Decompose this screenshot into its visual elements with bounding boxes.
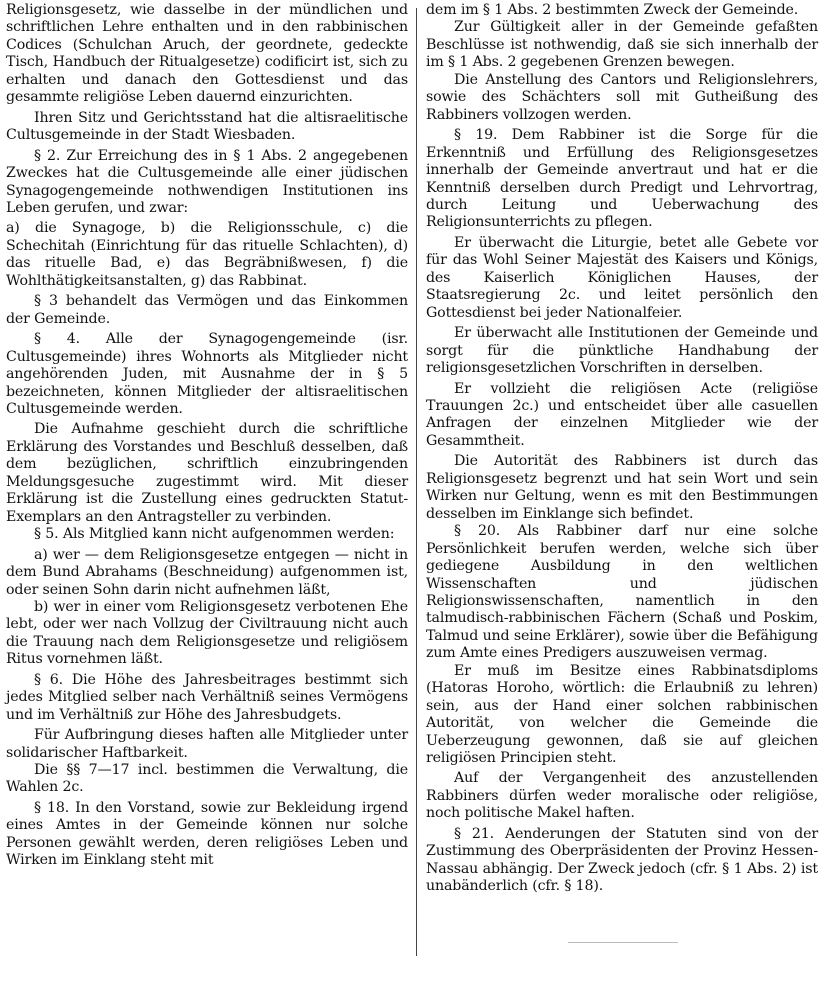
paragraph: Er vollzieht die religiösen Acte (religiöse Trauungen 2c.) und entscheidet über alle casuellen Anfragen der einzelnen Mitglieder wie der Gesammtheit. xyxy=(426,380,818,449)
paragraph: Die Anstellung des Cantors und Religionslehrers, sowie des Schächters soll mit Gutheißung des Rabbiners vollzogen werden. xyxy=(426,71,818,123)
end-rule xyxy=(568,942,678,943)
paragraph-section-4: § 4. Alle der Synagogengemeinde (isr. Cultusgemeinde) ihres Wohnorts als Mitglieder nicht angehörenden Juden, mit Ausnahme der in § 5 bezeichneten, können Mitglieder der altisraelitischen Cultusgemeinde werden. xyxy=(6,331,408,417)
paragraph: Die Aufnahme geschieht durch die schriftliche Erklärung des Vorstandes und Beschluß desselben, daß dem bezüglichen, schriftlich einzubringenden Meldungsgesuche zugestimmt wird. Mit dieser Erklärung ist die Zustellung eines gedruckten Statut-Exemplars an den Antragsteller zu verbinden. xyxy=(6,421,408,525)
paragraph-section-5: § 5. Als Mitglied kann nicht aufgenommen werden: xyxy=(34,526,395,543)
paragraph: Für Aufbringung dieses haften alle Mitglieder unter solidarischer Haftbarkeit. xyxy=(6,727,408,761)
paragraph: Er überwacht alle Institutionen der Gemeinde und sorgt für die pünktliche Handhabung der religionsgesetzlichen Vorschriften in derselben. xyxy=(426,325,818,377)
paragraph: Die Autorität des Rabbiners ist durch das Religionsgesetz begrenzt und hat sein Wort und sein Wirken nur Geltung, wenn es mit den Bestimmungen desselben im Einklange sich befindet. xyxy=(426,453,818,522)
paragraph-section-20: § 20. Als Rabbiner darf nur eine solche Persönlichkeit berufen werden, welche sich über gediegene Ausbildung in den weltlichen Wissenschaften und jüdischen Religionswissenschaften, namentlich in den talmudisch-rabbinischen Fächern (Schaß und Poskim, Talmud und seine Erklärer), sowie über die Befähigung zum Amte eines Predigers auszuweisen vermag. xyxy=(426,523,818,662)
paragraph: dem im § 1 Abs. 2 bestimmten Zweck der Gemeinde. xyxy=(426,2,799,18)
paragraph-section-19: § 19. Dem Rabbiner ist die Sorge für die Erkenntniß und Erfüllung des Religionsgesetzes innerhalb der Gemeinde anvertraut und hat er die Kenntniß derselben durch Predigt und Lehrvortrag, durch Leitung und Ueberwachung des Religionsunterrichts zu pflegen. xyxy=(426,127,818,231)
paragraph: Zur Gültigkeit aller in der Gemeinde gefaßten Beschlüsse ist nothwendig, daß sie sich innerhalb der im § 1 Abs. 2 gegebenen Grenzen bewegen. xyxy=(426,19,818,71)
paragraph: Er muß im Besitze eines Rabbinatsdiploms (Hatoras Horoho, wörtlich: die Erlaubniß zu lehren) sein, aus der Hand einer solchen rabbinischen Autorität, von welcher die Gemeinde die Ueberzeugung gewonnen, daß sie auf gleichen religiösen Principien steht. xyxy=(426,662,818,767)
right-column xyxy=(426,2,818,896)
paragraph-section-21: § 21. Aenderungen der Statuten sind von der Zustimmung des Oberpräsidenten der Provinz Hessen-Nassau abhängig. Der Zweck jedoch (cfr. § 1 Abs. 2) ist unabänderlich (cfr. § 18). xyxy=(426,825,818,895)
list-item-a: a) wer — dem Religionsgesetze entgegen — nicht in dem Bund Abrahams (Beschneidung) aufgenommen ist, oder seinen Sohn darin nicht aufnehmen läßt, xyxy=(6,546,408,598)
paragraph: Religionsgesetz, wie dasselbe in der mündlichen und schriftlichen Lehre enthalten und in den rabbinischen Codices (Schulchan Aruch, der geordnete, gedeckte Tisch, Handbuch der Ritualgesetze) codificirt ist, sich zu erhalten und danach den Gottesdienst und das gesammte religiöse Leben dauernd einzurichten. xyxy=(6,2,408,106)
column-divider xyxy=(416,8,417,956)
left-column xyxy=(6,2,408,870)
paragraph: Auf der Vergangenheit des anzustellenden Rabbiners dürfen weder moralische oder religiöse, noch politische Makel haften. xyxy=(426,770,818,822)
paragraph: Er überwacht die Liturgie, betet alle Gebete vor für das Wohl Seiner Majestät des Kaisers und Königs, des Kaiserlich Königlichen Hauses, der Staatsregierung 2c. und leitet persönlich den Gottesdienst bei jeder Nationalfeier. xyxy=(426,234,818,321)
paragraph: Ihren Sitz und Gerichtsstand hat die altisraelitische Cultusgemeinde in der Stadt Wiesbaden. xyxy=(6,109,408,144)
paragraph-section-18: § 18. In den Vorstand, sowie zur Bekleidung irgend eines Amtes in der Gemeinde können nur solche Personen gewählt werden, deren religiöses Leben und Wirken im Einklang steht mit xyxy=(6,799,408,869)
paragraph: Die §§ 7—17 incl. bestimmen die Verwaltung, die Wahlen 2c. xyxy=(6,762,408,796)
list-item-b: b) wer in einer vom Religionsgesetz verbotenen Ehe lebt, oder wer nach Vollzug der Civiltrauung nicht auch die Trauung nach dem Religionsgesetze und religiösem Ritus vornehmen läßt. xyxy=(6,598,408,668)
paragraph-section-2: § 2. Zur Erreichung des in § 1 Abs. 2 angegebenen Zweckes hat die Cultusgemeinde alle einer jüdischen Synagogengemeinde nothwendigen Institutionen ins Leben gerufen, und zwar: xyxy=(6,147,408,216)
paragraph-list: a) die Synagoge, b) die Religionsschule, c) die Schechitah (Einrichtung für das rituelle Schlachten), d) das rituelle Bad, e) das Begräbnißwesen, f) die Wohlthätigkeitsanstalten, g) das Rabbinat. xyxy=(6,220,408,289)
paragraph-section-3: § 3 behandelt das Vermögen und das Einkommen der Gemeinde. xyxy=(6,293,408,327)
paragraph-section-6: § 6. Die Höhe des Jahresbeitrages bestimmt sich jedes Mitglied selber nach Verhältniß seines Vermögens und im Verhältniß zur Höhe des Jahresbudgets. xyxy=(6,671,408,723)
